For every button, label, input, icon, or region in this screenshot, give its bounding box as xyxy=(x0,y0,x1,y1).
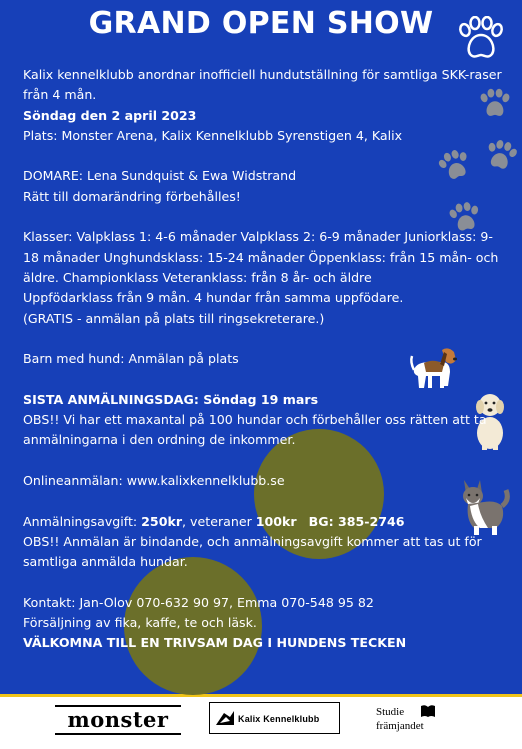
bankgiro: BG: 385-2746 xyxy=(308,513,405,529)
online-registration[interactable]: Onlineanmälan: www.kalixkennelklubb.se xyxy=(23,472,285,488)
venue-text: Plats: Monster Arena, Kalix Kennelklubb Syrenstigen 4, Kalix xyxy=(23,127,403,143)
fee-label: Anmälningsavgift: xyxy=(23,513,142,529)
page-title: GRAND OPEN SHOW xyxy=(88,6,434,41)
book-icon xyxy=(420,704,436,718)
binding-note: OBS!! Anmälan är bindande, och anmälningsavgift kommer att tas ut för samtliga anmälda hundar. xyxy=(23,533,482,570)
contact-text: Kontakt: Jan-Olov 070-632 90 97, Emma 070-548 95 82 xyxy=(23,594,374,610)
monster-logo: monster xyxy=(55,705,181,735)
breeder-class-text: Uppfödarklass från 9 mån. 4 hundar från samma uppfödare. xyxy=(23,290,404,306)
sf-logo-line1: Studie xyxy=(376,706,405,718)
intro-text: Kalix kennelklubb anordnar inofficiell hundutställning för samtliga SKK-raser från 4 mån. xyxy=(23,67,502,103)
kalix-logo-text: Kalix Kennelklubb xyxy=(238,714,320,724)
welcome-text: VÄLKOMNA TILL EN TRIVSAM DAG I HUNDENS TECKEN xyxy=(23,635,407,651)
breeder-note: (GRATIS - anmälan på plats till ringsekreterare.) xyxy=(23,310,325,326)
deadline-text: SISTA ANMÄLNINGSDAG: Söndag 19 mars xyxy=(23,391,319,407)
judges-text: DOMARE: Lena Sundquist & Ewa Widstrand xyxy=(23,168,297,184)
fee-line xyxy=(23,512,503,532)
event-date: Söndag den 2 april 2023 xyxy=(23,107,197,123)
children-text: Barn med hund: Anmälan på plats xyxy=(23,351,239,367)
judge-note: Rätt till domarändring förbehålles! xyxy=(23,188,241,204)
max-note: OBS!! Vi har ett maxantal på 100 hundar och förbehåller oss rätten att ta anmälningarna i den ordning de inkommer. xyxy=(23,412,487,448)
fee-amount: 250kr xyxy=(141,513,183,529)
studiefrämjandet-logo xyxy=(376,702,440,738)
veteran-amount: 100kr xyxy=(255,513,297,529)
kalix-kennelklubb-logo xyxy=(209,702,340,734)
sales-text: Försäljning av fika, kaffe, te och läsk. xyxy=(23,615,257,631)
sf-logo-line2: främjandet xyxy=(376,720,424,732)
classes-text: Klasser: Valpklass 1: 4-6 månader Valpklass 2: 6-9 månader Juniorklass: 9-18 månader Unghundsklass: 15-24 månader Öppenklass: från 15 mån- och äldre. Championklass Veteranklass: från 8 år- och äldre xyxy=(23,229,499,285)
veteran-label: , veteraner xyxy=(182,513,256,529)
poster-text xyxy=(23,65,503,654)
kennel-club-emblem-icon xyxy=(214,707,236,729)
